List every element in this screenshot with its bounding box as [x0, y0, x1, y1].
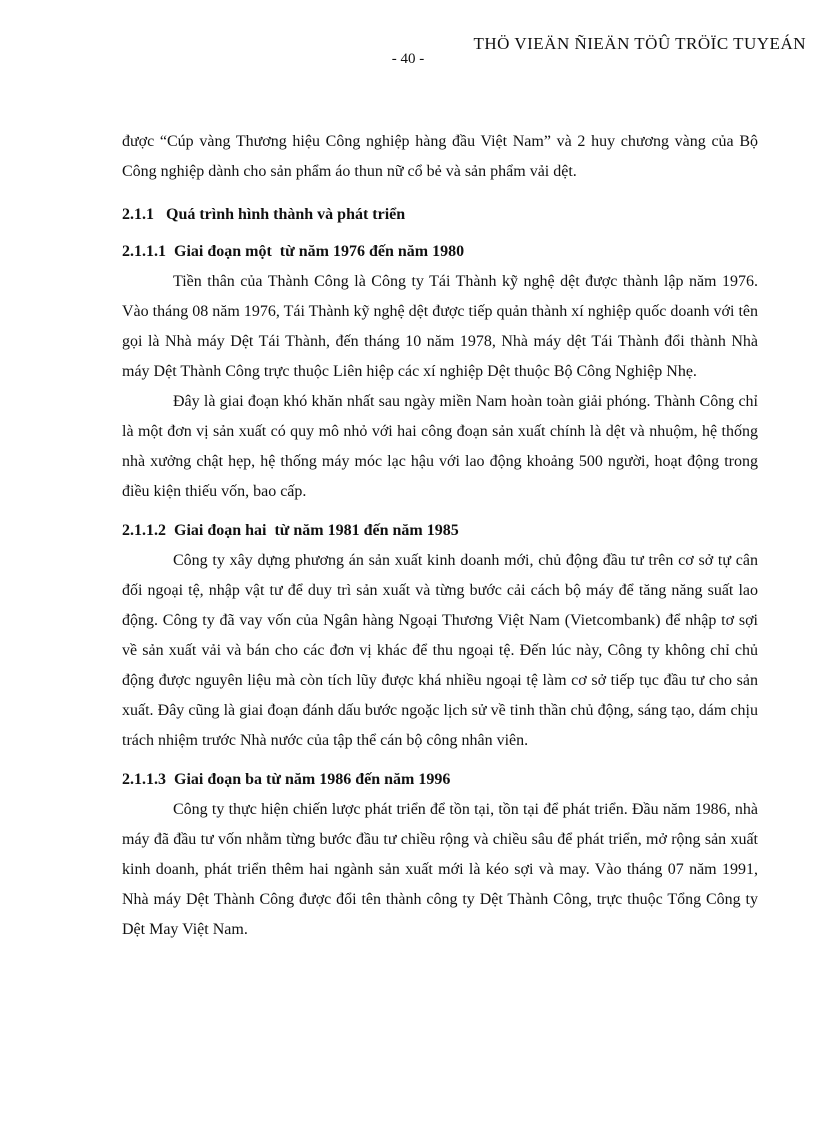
section-heading-2-1-1: 2.1.1 Quá trình hình thành và phát triển: [122, 206, 406, 223]
intro-paragraph: được “Cúp vàng Thương hiệu Công nghiệp hàng đầu Việt Nam” và 2 huy chương vàng của Bộ Công nghiệp dành cho sản phẩm áo thun nữ cổ bẻ và sản phẩm vải dệt.: [122, 133, 758, 180]
stage-1-paragraph-2: Đây là giai đoạn khó khăn nhất sau ngày miền Nam hoàn toàn giải phóng. Thành Công chỉ là một đơn vị sản xuất có quy mô nhỏ với hai công đoạn sản xuất chính là dệt và nhuộm, hệ thống nhà xưởng chật hẹp, hệ thống máy móc lạc hậu với lao động khoảng 500 người, hoạt động trong điều kiện thiếu vốn, bao cấp.: [122, 393, 758, 500]
stage-3-heading: 2.1.1.3 Giai đoạn ba từ năm 1986 đến năm 1996: [122, 771, 451, 788]
page-number: - 40 -: [391, 51, 425, 67]
document-body: [122, 127, 758, 945]
stage-2-heading: 2.1.1.2 Giai đoạn hai từ năm 1981 đến năm 1985: [122, 522, 459, 539]
stage-1-paragraph-1: Tiền thân của Thành Công là Công ty Tái Thành kỹ nghệ dệt được thành lập năm 1976. Vào tháng 08 năm 1976, Tái Thành kỹ nghệ dệt được tiếp quản thành xí nghiệp quốc doanh với tên gọi là Nhà máy Dệt Tái Thành, đến tháng 10 năm 1978, Nhà máy dệt Tái Thành đổi thành Nhà máy Dệt Thành Công trực thuộc Liên hiệp các xí nghiệp Dệt thuộc Bộ Công Nghiệp Nhẹ.: [122, 273, 758, 380]
stage-2-paragraph-1: Công ty xây dựng phương án sản xuất kinh doanh mới, chủ động đầu tư trên cơ sở tự cân đối ngoại tệ, nhập vật tư để duy trì sản xuất và từng bước cải cách bộ máy để tăng năng suất lao động. Công ty đã vay vốn của Ngân hàng Ngoại Thương Việt Nam (Vietcombank) để nhập tơ sợi về sản xuất vải và bán cho các đơn vị khác để thu ngoại tệ. Đến lúc này, Công ty không chỉ chủ động được nguyên liệu mà còn tích lũy được khá nhiều ngoại tệ làm cơ sở tiếp tục đầu tư cho sản xuất. Đây cũng là giai đoạn đánh dấu bước ngoặc lịch sử về tinh thần chủ động, sáng tạo, dám chịu trách nhiệm trước Nhà nước của tập thể cán bộ công nhân viên.: [122, 552, 758, 749]
stage-3-paragraph-1: Công ty thực hiện chiến lược phát triển để tồn tại, tồn tại để phát triển. Đầu năm 1986, nhà máy đã đầu tư vốn nhằm từng bước đầu tư chiều rộng và chiều sâu để phát triển, mở rộng sản xuất kinh doanh, phát triển thêm hai ngành sản xuất mới là kéo sợi và may. Vào tháng 07 năm 1991, Nhà máy Dệt Thành Công được đổi tên thành công ty Dệt Thành Công, trực thuộc Tổng Công ty Dệt May Việt Nam.: [122, 801, 758, 938]
stage-1-heading: 2.1.1.1 Giai đoạn một từ năm 1976 đến năm 1980: [122, 243, 465, 260]
header-watermark-text: THÖ VIEÄN ÑIEÄN TÖÛ TRÖÏC TUYEÁN: [473, 34, 806, 53]
